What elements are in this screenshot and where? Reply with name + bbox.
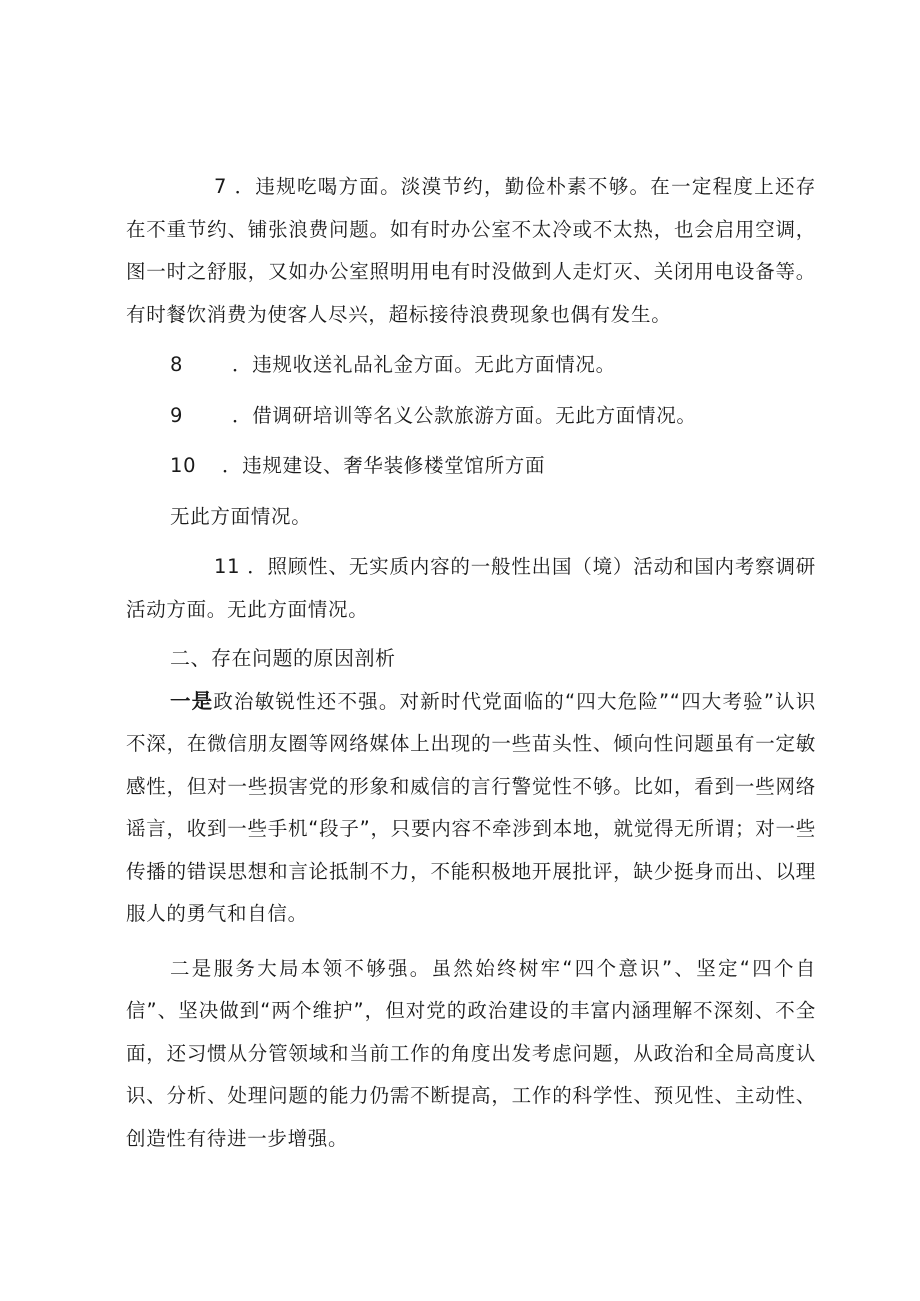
item-9-number: 9 [170,403,184,427]
point-1-lead: 一是 [170,688,214,713]
item-10-number: 10 [170,454,197,477]
item-8-text: ．违规收送礼品礼金方面。无此方面情况。 [232,353,616,376]
item-9-text: ．借调研培训等名义公款旅游方面。无此方面情况。 [232,403,697,427]
document-body [126,166,816,1160]
item-11-text: ．照顾性、无实质内容的一般性出国（境）活动和国内考察调研活动方面。无此方面情况。 [126,555,816,621]
item-10-text: ．违规建设、奢华装修楼堂馆所方面 [222,454,546,477]
item-11-number: 11 [214,555,241,578]
item-8-number: 8 [170,353,184,376]
section-2-point-2 [126,948,816,1161]
section-2-point-1 [126,680,816,936]
item-11-paragraph [126,546,816,631]
item-10-continuation [126,496,816,539]
item-8-paragraph [126,344,816,387]
item-10-paragraph [126,445,816,488]
item-10-continuation-text: 无此方面情况。 [170,504,312,528]
point-1-text: 政治敏锐性还不强。对新时代党面临的“四大危险”“四大考验”认识不深，在微信朋友圈等网络媒体上出现的一些苗头性、倾向性问题虽有一定敏感性，但对一些损害党的形象和威信的言行警觉性不够。比如，看到一些网络谣言，收到一些手机“段子”，只要内容不牵涉到本地，就觉得无所谓；对一些传播的错误思想和言论抵制不力，不能积极地开展批评，缺少挺身而出、以理服人的勇气和自信。 [126,689,816,925]
item-7-paragraph [126,166,816,336]
section-2-heading: 二、存在问题的原因剖析 [170,646,396,670]
item-7-number: 7 [214,175,228,198]
item-7-text: ．违规吃喝方面。淡漠节约，勤俭朴素不够。在一定程度上还存在不重节约、铺张浪费问题。如有时办公室不太冷或不太热，也会启用空调，图一时之舒服，又如办公室照明用电有时没做到人走灯灭、关闭用电设备等。有时餐饮消费为使客人尽兴，超标接待浪费现象也偶有发生。 [126,175,816,326]
point-2-text: 二是服务大局本领不够强。虽然始终树牢“四个意识”、坚定“四个自信”、坚决做到“两个维护”，但对党的政治建设的丰富内涵理解不深刻、不全面，还习惯从分管领域和当前工作的角度出发考虑问题，从政治和全局高度认识、分析、处理问题的能力仍需不断提高，工作的科学性、预见性、主动性、创造性有待进一步增强。 [126,956,816,1150]
item-9-paragraph [126,395,816,438]
